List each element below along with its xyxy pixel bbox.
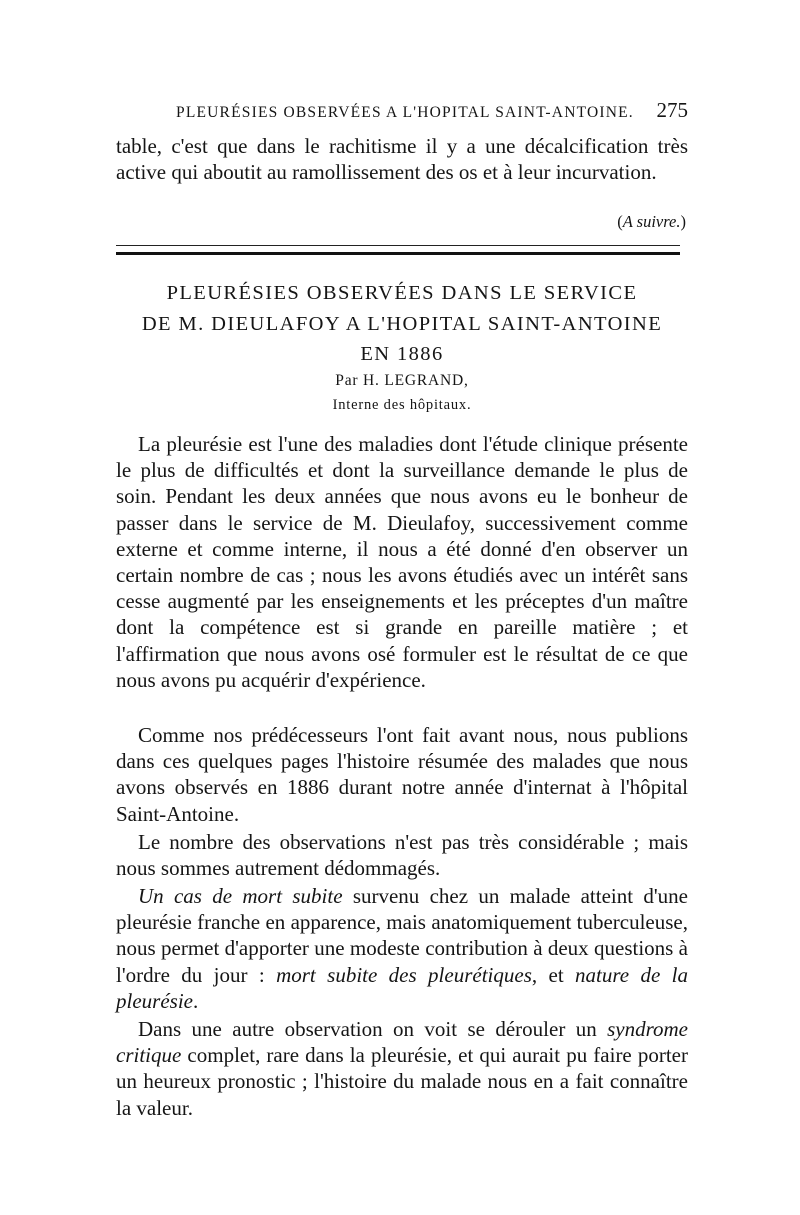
- article-title-line-3: EN 1886: [360, 343, 444, 365]
- to-be-continued-note: [617, 212, 686, 232]
- running-header: [116, 98, 688, 128]
- paragraph-2: Comme nos prédécesseurs l'ont fait avant nous, nous publions dans ces quelques pages l'histoire résumée des malades que nous avons observés en 1886 durant notre année d'internat à l'hôpital Saint-Antoine.: [116, 723, 688, 826]
- previous-article-ending: table, c'est que dans le rachitisme il y a une décalcification très active qui aboutit au ramollissement des os et à leur incurvation.: [116, 134, 688, 185]
- emphasis-syndrome-critique: syndrome critique: [116, 1017, 688, 1068]
- emphasis-mort-subite-pleuretiques: mort subite des pleurétiques: [276, 962, 532, 987]
- article-author: Par H. LEGRAND,: [335, 372, 469, 389]
- paragraph-5: [116, 1016, 688, 1121]
- paragraph-4-text-2: , et: [531, 962, 576, 987]
- emphasis-nature-pleuresie: nature de la pleurésie: [116, 962, 689, 1013]
- paragraph-4-text-3: .: [192, 988, 199, 1013]
- paragraph-3: Le nombre des observations n'est pas très considérable ; mais nous sommes autrement dédommagés.: [116, 830, 688, 881]
- paragraph-1: La pleurésie est l'une des maladies dont l'étude clinique présente le plus de difficultés et dont la surveillance demande le plus de soin. Pendant les deux années que nous avons eu le bonheur de passer dans le service de M. Dieulafoy, successivement comme externe et comme interne, il nous a été donné d'en observer un certain nombre de cas ; nous les avons étudiés avec un intérêt sans cesse augmenté par les enseignements et les préceptes d'un maître dont la compétence est si grande en pareille matière ; et l'affirmation que nous avons osé formuler est le résultat de ce que nous avons pu acquérir d'expérience.: [116, 432, 688, 692]
- paragraph-5-text-2: complet, rare dans la pleurésie, et qui aurait pu faire porter un heureux pronostic ; l'histoire du malade nous en a fait connaître la valeur.: [116, 1043, 688, 1120]
- divider-thick: [116, 252, 680, 255]
- article-author-role: Interne des hôpitaux.: [332, 397, 472, 413]
- divider-thin: [116, 245, 680, 246]
- to-be-continued-text: A suivre.: [622, 212, 681, 231]
- page-number: 275: [656, 98, 688, 122]
- running-title: PLEURÉSIES OBSERVÉES A L'HOPITAL SAINT-ANTOINE.: [176, 104, 634, 121]
- paragraph-4-text-1: survenu chez un malade atteint d'une pleurésie franche en apparence, mais anatomiquement tuberculeuse, nous permet d'apporter une modeste contribution à deux questions à l'ordre du jour :: [116, 884, 688, 987]
- article-title-line-1: PLEURÉSIES OBSERVÉES DANS LE SERVICE: [166, 282, 638, 304]
- article-title-line-2: DE M. DIEULAFOY A L'HOPITAL SAINT-ANTOINE: [141, 313, 663, 335]
- paragraph-5-text-1: Dans une autre observation on voit se dérouler un: [138, 1017, 608, 1041]
- to-be-continued-close: ): [680, 212, 686, 231]
- to-be-continued-open: (: [617, 212, 623, 231]
- paragraph-4: [116, 883, 688, 1014]
- emphasis-mort-subite: Un cas de mort subite: [138, 884, 343, 908]
